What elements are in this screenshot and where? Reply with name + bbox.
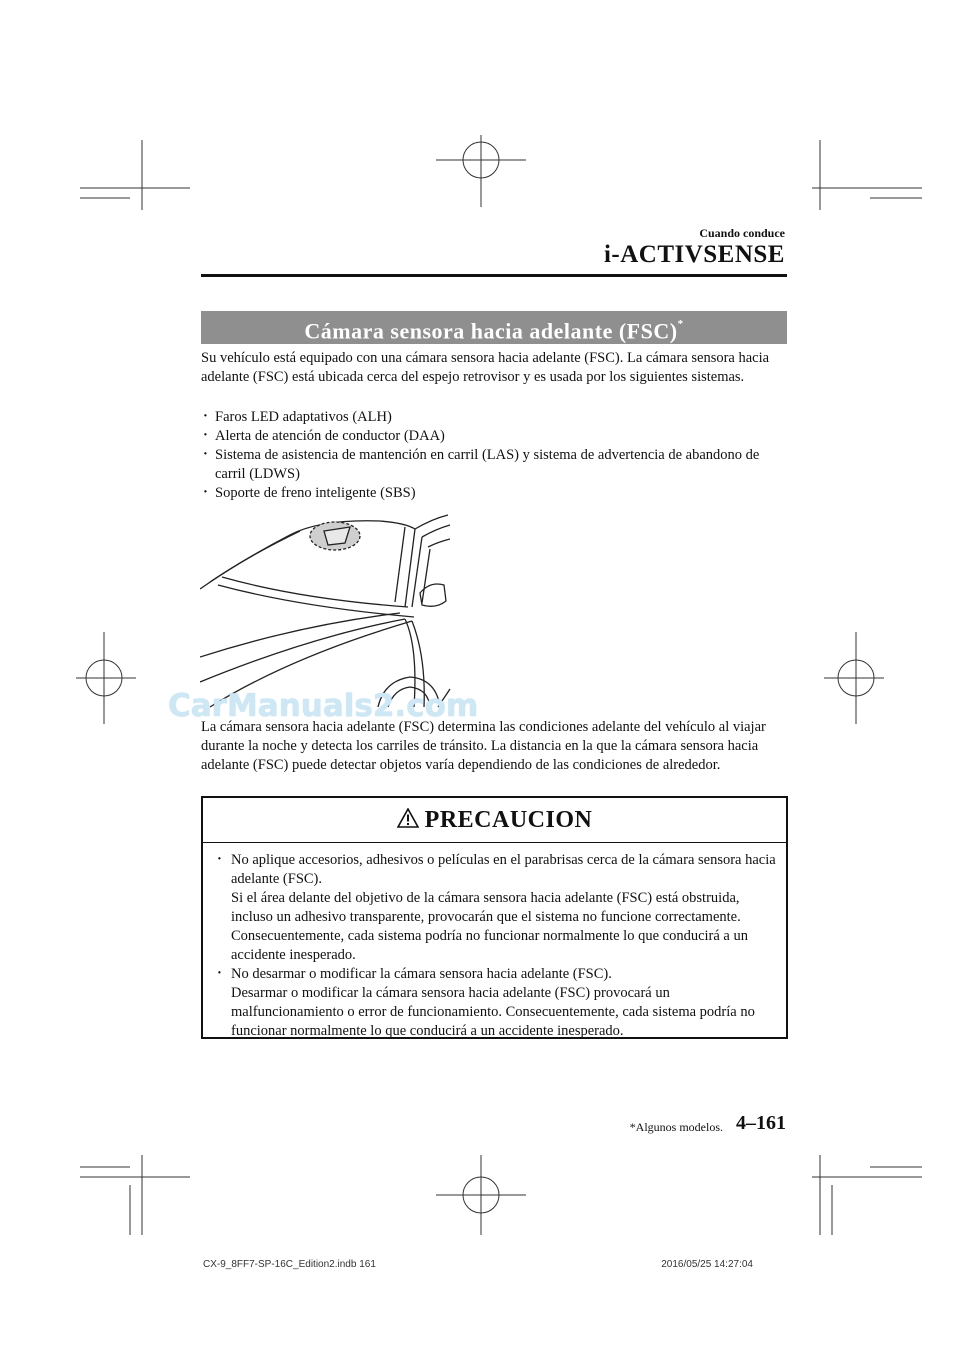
list-item: · Soporte de freno inteligente (SBS) bbox=[201, 484, 787, 503]
caution-item-text: · No desarmar o modificar la cámara sensora hacia adelante (FSC). bbox=[231, 966, 612, 982]
intro-paragraph: Su vehículo está equipado con una cámara sensora hacia adelante (FSC). La cámara sensora hacia adelante (FSC) está ubicada cerca del espejo retrovisor y es usada por los siguientes sistemas. bbox=[201, 350, 770, 385]
print-file: CX-9_8FF7-SP-16C_Edition2.indb 161 bbox=[203, 1259, 376, 1270]
crop-mark-bottom-left bbox=[80, 1155, 190, 1235]
list-item bbox=[213, 965, 783, 1041]
section-title: Cámara sensora hacia adelante (FSC) bbox=[304, 318, 678, 344]
footnote: *Algunos modelos. bbox=[629, 1120, 723, 1134]
warning-triangle-icon bbox=[397, 808, 419, 833]
caution-list bbox=[213, 851, 783, 1041]
caution-item-detail: Si el área delante del objetivo de la cámara sensora hacia adelante (FSC) está obstruida, incluso un adhesivo transparente, provocarán que el sistema no funcione correctamente. Consecuentemente, cada sistema podría no funcionar normalmente lo que conducirá a un accidente inesperado. bbox=[231, 890, 748, 963]
registration-target-top bbox=[436, 135, 526, 207]
print-date: 2016/05/25 14:27:04 bbox=[661, 1259, 753, 1270]
list-item: · Faros LED adaptativos (ALH) bbox=[201, 408, 787, 427]
registration-target-left bbox=[76, 632, 136, 724]
section-label: Cuando conduce bbox=[699, 226, 785, 240]
caution-title: PRECAUCION bbox=[424, 807, 593, 833]
registration-target-right bbox=[824, 632, 884, 724]
list-item: · Sistema de asistencia de mantención en carril (LAS) y sistema de advertencia de abandono de carril (LDWS) bbox=[201, 446, 787, 484]
section-title-bar bbox=[201, 311, 787, 344]
caution-item-text: · No aplique accesorios, adhesivos o películas en el parabrisas cerca de la cámara sensora hacia adelante (FSC). bbox=[231, 852, 776, 887]
header-rule bbox=[201, 274, 787, 277]
caution-box bbox=[201, 796, 788, 1039]
crop-mark-top-left bbox=[80, 140, 190, 210]
print-slug bbox=[203, 1259, 753, 1270]
description-paragraph: La cámara sensora hacia adelante (FSC) determina las condiciones adelante del vehículo al viajar durante la noche y detecta los carriles de tránsito. La distancia en la que la cámara sensora hacia adelante (FSC) puede detectar objetos varía dependiendo de las condiciones de alrededor. bbox=[201, 719, 766, 773]
list-item: · Alerta de atención de conductor (DAA) bbox=[201, 427, 787, 446]
registration-target-bottom bbox=[436, 1155, 526, 1235]
crop-mark-top-right bbox=[812, 140, 922, 210]
watermark: CarManuals2.com bbox=[168, 688, 479, 724]
caution-item-detail: Desarmar o modificar la cámara sensora hacia adelante (FSC) provocará un malfuncionamiento o error de funcionamiento. Consecuentemente, cada sistema podría no funcionar normalmente lo que conducirá a un accidente inesperado. bbox=[231, 985, 755, 1039]
chapter-title: i-ACTIVSENSE bbox=[603, 241, 785, 268]
list-item bbox=[213, 851, 783, 965]
caution-header bbox=[203, 798, 786, 843]
crop-mark-bottom-right bbox=[812, 1155, 922, 1235]
page-number: 4–161 bbox=[736, 1112, 786, 1134]
systems-list bbox=[201, 408, 787, 503]
windshield-camera-illustration bbox=[200, 507, 455, 717]
model-asterisk: * bbox=[677, 318, 684, 330]
